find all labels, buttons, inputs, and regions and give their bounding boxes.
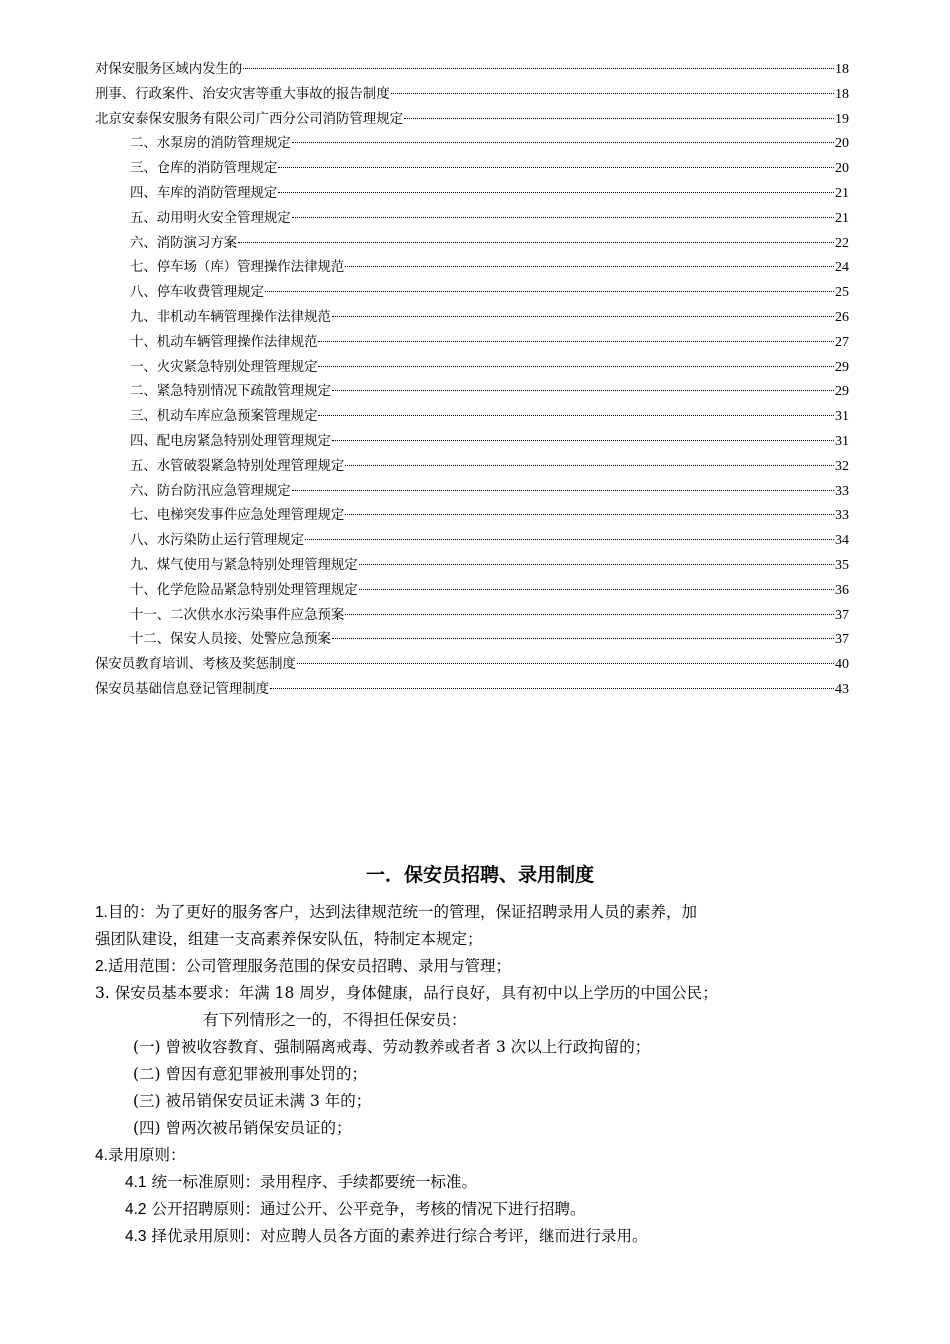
toc-dot-leader [278,178,834,193]
toc-entry-page: 43 [835,681,849,697]
toc-entry-title: 九、非机动车辆管理操作法律规范 [130,309,331,325]
toc-dot-leader [359,575,834,590]
toc-entry-page: 35 [835,557,849,573]
toc-dot-leader [238,228,834,243]
list-item: (三) 被吊销保安员证未满 3 年的； [133,1092,372,1110]
paragraph-text: 目的：为了更好的服务客户，达到法律规范统一的管理，保证招聘录用人员的素养，加 [107,903,697,921]
section-title: 一．保安员招聘、录用制度 [365,864,594,886]
toc-dot-leader [318,327,834,342]
toc-dot-leader [305,525,834,540]
principle-item [95,1196,855,1223]
list-item: (一) 曾被收容教育、强制隔离戒毒、劳动教养或者者 3 次以上行政拘留的； [133,1038,651,1056]
toc-entry-title: 九、煤气使用与紧急特别处理管理规定 [130,557,358,573]
principle-text: 统一标准原则：录用程序、手续都要统一标准。 [151,1173,478,1191]
toc-entry-page: 34 [835,533,849,549]
toc-entry-page: 29 [835,384,849,400]
paragraph-number: 1. [95,904,108,921]
toc-entry-title: 三、仓库的消防管理规定 [130,161,278,177]
paragraph-principles [95,1142,855,1169]
paragraph-number: 2. [95,958,108,975]
toc-entry-page: 29 [835,359,849,375]
toc-entry[interactable] [95,678,849,703]
toc-dot-leader [265,277,834,292]
toc-entry-page: 40 [835,657,849,673]
toc-dot-leader [292,203,834,218]
toc-entry-title: 保安员教育培训、考核及奖惩制度 [95,657,296,673]
toc-entry-page: 20 [835,136,849,152]
toc-entry-title: 八、水污染防止运行管理规定 [130,533,305,549]
toc-entry-title: 五、水管破裂紧急特别处理管理规定 [130,458,345,474]
toc-entry-page: 22 [835,235,849,251]
toc-dot-leader [404,104,834,119]
toc-dot-leader [345,500,834,515]
toc-entry-page: 33 [835,508,849,524]
toc-dot-leader [359,550,834,565]
toc-entry-page: 21 [835,185,849,201]
section-recruitment [95,860,855,1250]
toc-entry-title: 十、化学危险品紧急特别处理管理规定 [130,582,358,598]
paragraph-text: 适用范围：公司管理服务范围的保安员招聘、录用与管理； [107,957,511,975]
toc-dot-leader [243,54,834,69]
toc-entry-title: 七、停车场（库）管理操作法律规范 [130,260,345,276]
toc-entry-page: 25 [835,285,849,301]
toc-entry-title: 二、紧急特别情况下疏散管理规定 [130,384,331,400]
paragraph-scope [95,953,855,980]
toc-entry-title: 保安员基础信息登记管理制度 [95,681,270,697]
toc-entry-title: 五、动用明火安全管理规定 [130,210,291,226]
toc-entry-title: 一、火灾紧急特别处理管理规定 [130,359,318,375]
toc-dot-leader [345,451,834,466]
toc-entry-page: 32 [835,458,849,474]
toc-entry-title: 四、车库的消防管理规定 [130,185,278,201]
paragraph-requirements-continued: 有下列情形之一的，不得担任保安员： [203,1011,467,1029]
list-item: (二) 曾因有意犯罪被刑事处罚的； [133,1065,368,1083]
paragraph-requirements: 3. 保安员基本要求：年满 18 周岁，身体健康，品行良好，具有初中以上学历的中国公民； [95,984,718,1002]
toc-entry-title: 对保安服务区域内发生的 [95,62,243,77]
toc-entry-title: 十一、二次供水水污染事件应急预案 [130,607,345,623]
toc-entry-title: 北京安泰保安服务有限公司广西分公司消防管理规定 [95,111,403,127]
toc-entry-page: 31 [835,433,849,449]
toc-entry-title: 四、配电房紧急特别处理管理规定 [130,433,331,449]
paragraph-purpose-continued: 强团队建设，组建一支高素养保安队伍，特制定本规定； [95,930,483,948]
toc-dot-leader [270,674,834,689]
toc-entry-title: 十二、保安人员接、处警应急预案 [130,632,331,648]
principle-number: 4.2 [125,1201,147,1218]
list-item: (四) 曾两次被吊销保安员证的； [133,1119,352,1137]
toc-entry-title: 刑事、行政案件、治安灾害等重大事故的报告制度 [95,86,390,102]
toc-entry-page: 31 [835,409,849,425]
principle-text: 择优录用原则：对应聘人员各方面的素养进行综合考评，继而进行录用。 [151,1227,648,1245]
principle-item [95,1169,855,1196]
toc-entry-page: 20 [835,161,849,177]
toc-entry-page: 27 [835,334,849,350]
toc-entry-page: 18 [835,86,849,102]
paragraph-purpose [95,899,855,926]
toc-entry-page: 33 [835,483,849,499]
toc-dot-leader [345,252,834,267]
toc-entry-page: 19 [835,111,849,127]
toc-dot-leader [292,128,834,143]
toc-dot-leader [318,352,834,367]
table-of-contents [95,58,849,703]
principle-number: 4.3 [125,1228,147,1245]
toc-entry-title: 七、电梯突发事件应急处理管理规定 [130,508,345,524]
paragraph-number: 4. [95,1147,108,1164]
toc-entry-page: 24 [835,260,849,276]
toc-entry-page: 36 [835,582,849,598]
toc-dot-leader [278,153,834,168]
toc-entry-page: 37 [835,632,849,648]
toc-entry-title: 三、机动车库应急预案管理规定 [130,409,318,425]
paragraph-text: 录用原则： [107,1146,186,1164]
toc-dot-leader [332,624,834,639]
principle-number: 4.1 [125,1174,147,1191]
toc-entry-title: 八、停车收费管理规定 [130,285,264,301]
toc-entry-title: 十、机动车辆管理操作法律规范 [130,334,318,350]
toc-dot-leader [345,600,834,615]
toc-dot-leader [297,649,834,664]
toc-dot-leader [318,401,834,416]
principle-text: 公开招聘原则：通过公开、公平竞争，考核的情况下进行招聘。 [151,1200,586,1218]
toc-dot-leader [332,426,834,441]
toc-entry-page: 21 [835,210,849,226]
toc-entry-title: 六、消防演习方案 [130,235,238,251]
principle-item [95,1223,855,1250]
toc-dot-leader [332,302,834,317]
toc-entry-title: 六、防台防汛应急管理规定 [130,483,291,499]
toc-entry-page: 37 [835,607,849,623]
toc-dot-leader [332,376,834,391]
toc-entry-page: 26 [835,309,849,325]
toc-entry-page: 18 [835,62,849,77]
toc-entry-title: 二、水泵房的消防管理规定 [130,136,291,152]
toc-dot-leader [391,79,834,94]
toc-dot-leader [292,476,834,491]
